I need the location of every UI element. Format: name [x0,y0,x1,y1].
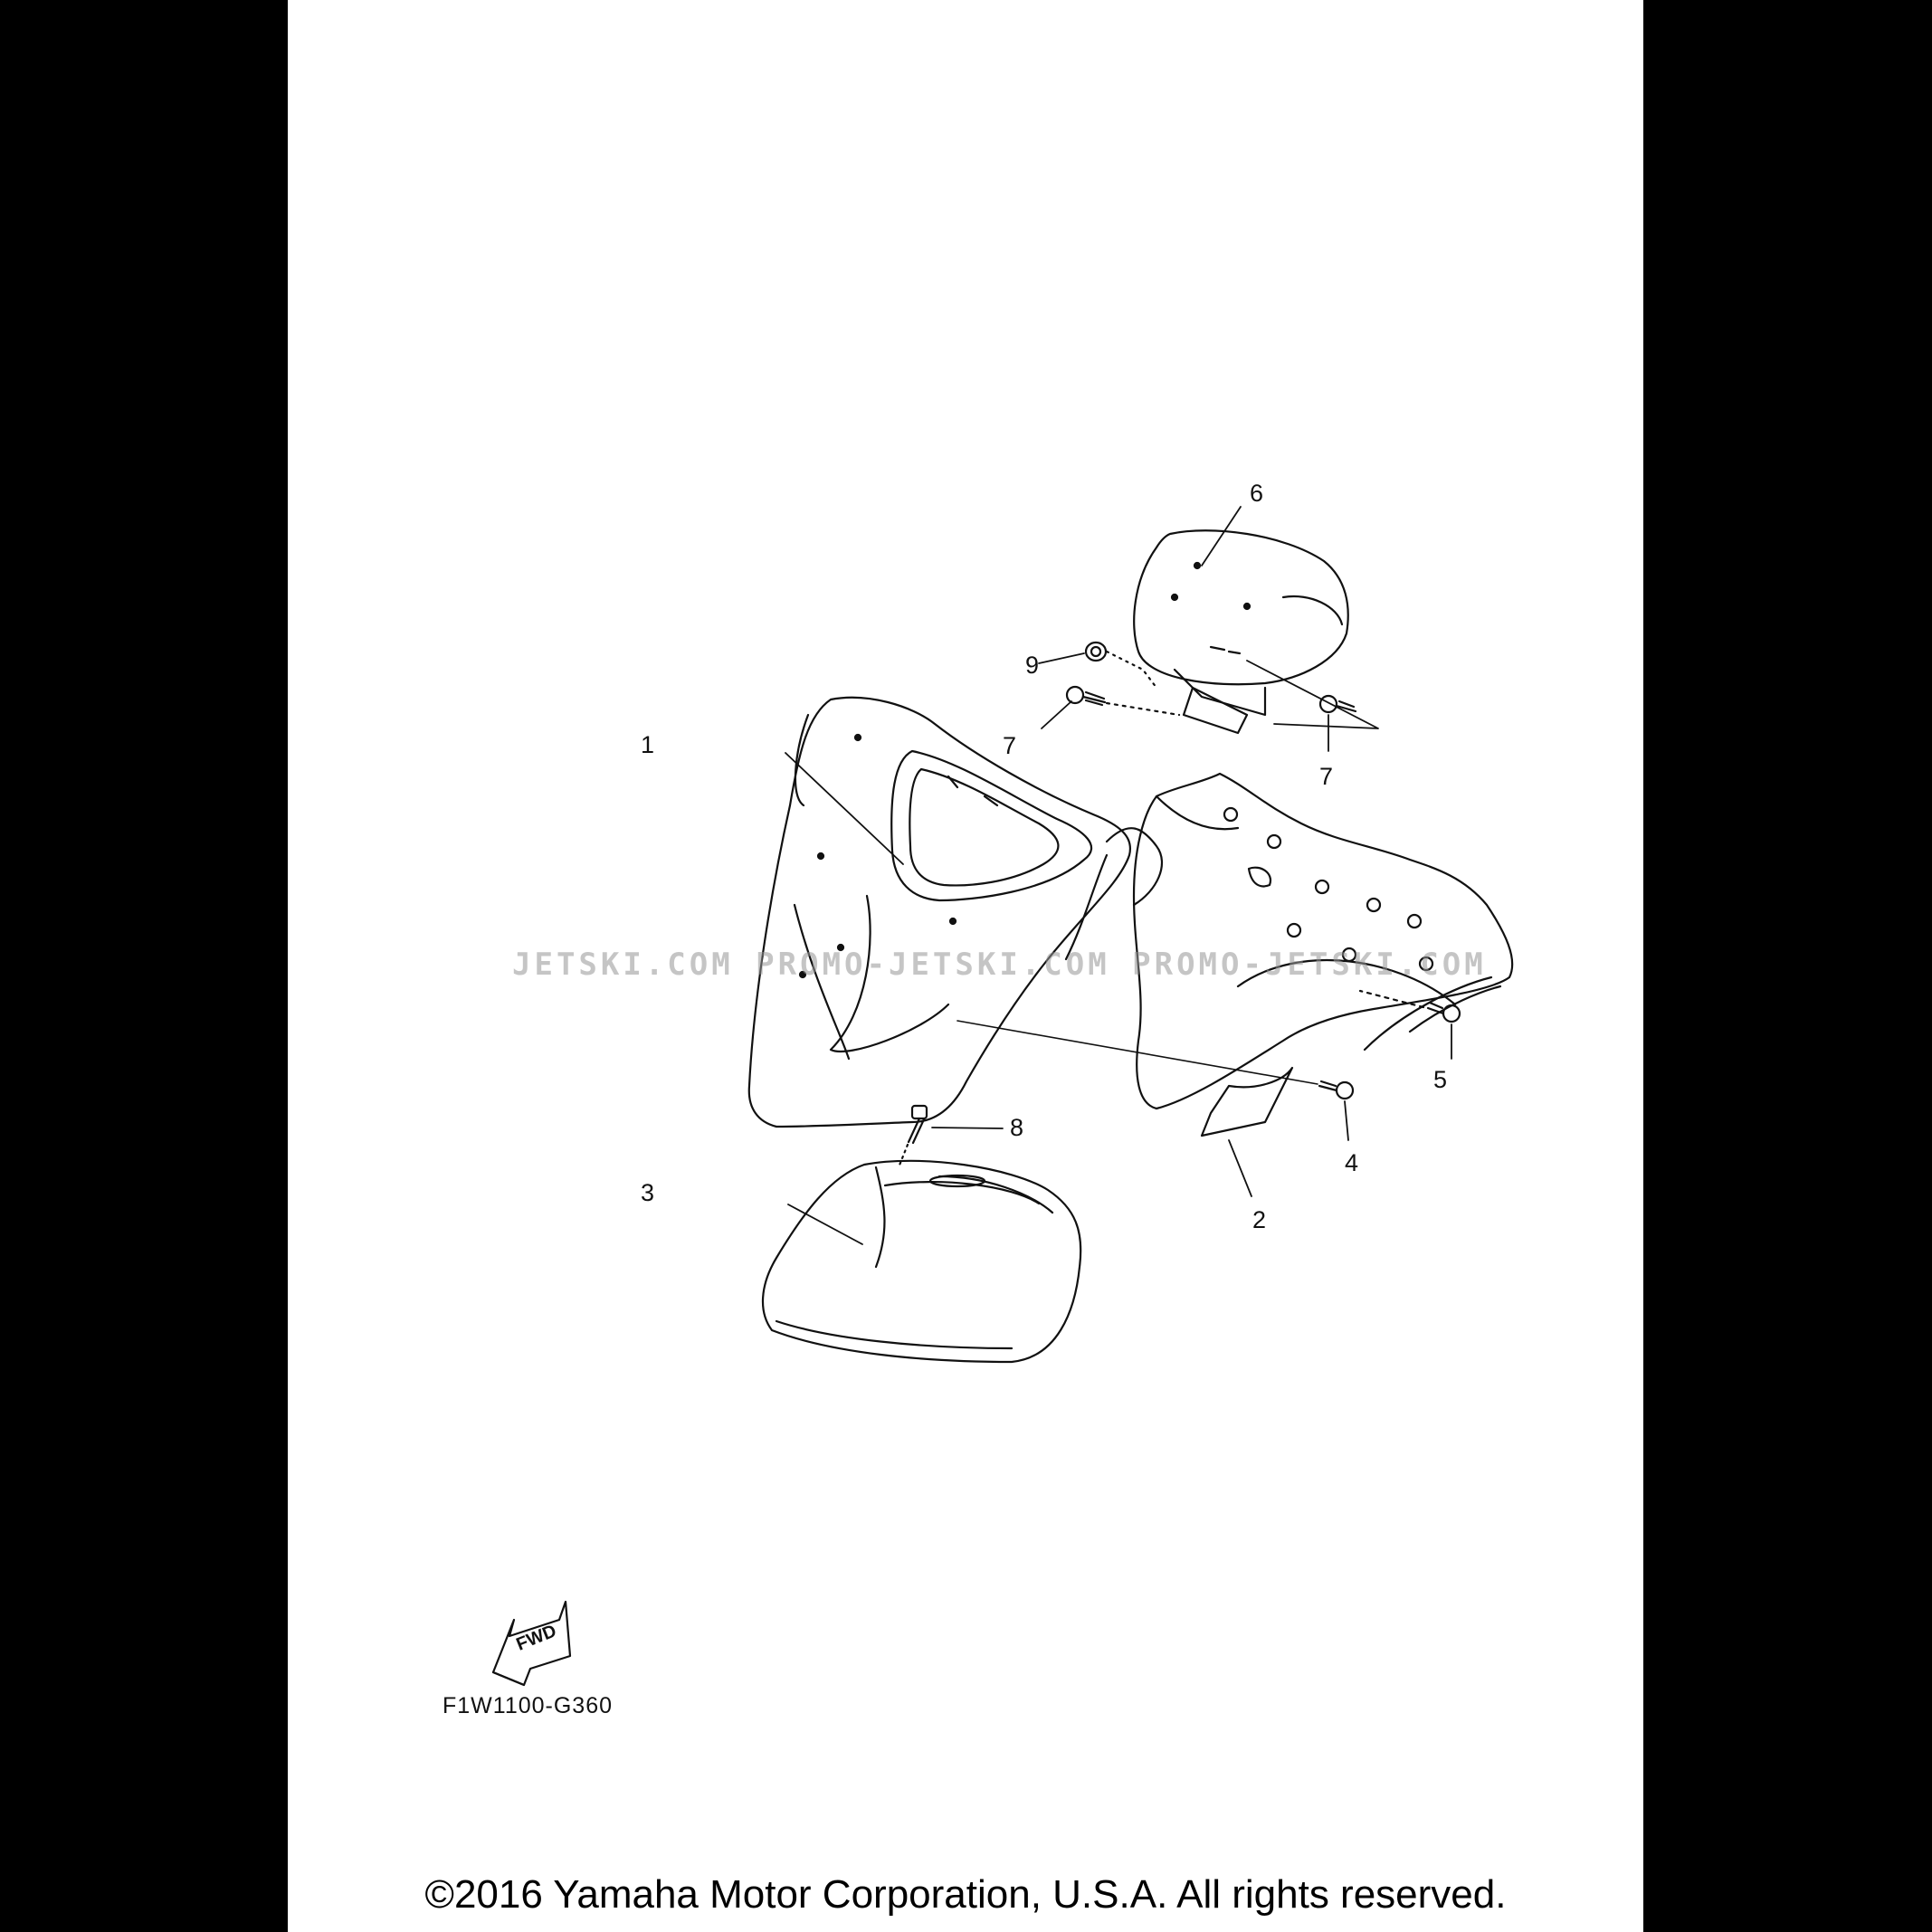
callout-3: 3 [641,1179,655,1206]
callout-6: 6 [1250,480,1264,507]
callout-8: 8 [1010,1114,1024,1141]
reference-code: F1W1100-G360 [443,1693,614,1718]
fastener-4-screw [957,1021,1353,1099]
callout-1: 1 [641,731,655,758]
fastener-9-grommet [1086,642,1156,688]
fastener-7-left-screw [1067,687,1179,715]
callout-4: 4 [1345,1149,1359,1176]
callout-7-left: 7 [1003,732,1017,759]
fastener-7-right-screw [1320,696,1356,712]
parts-diagram-sheet [288,0,1643,1932]
callout-5: 5 [1433,1066,1448,1093]
callout-7-right: 7 [1319,763,1334,790]
fastener-8-bolt [899,1106,927,1167]
callout-9: 9 [1025,652,1040,679]
callout-2: 2 [1252,1206,1267,1233]
part-3-lower-cover [763,1161,1080,1362]
watermark: JETSKI.COM PROMO-JETSKI.COM PROMO-JETSKI.COM [512,947,1487,983]
fwd-label: FWD [513,1621,560,1655]
copyright-notice: ©2016 Yamaha Motor Corporation, U.S.A. All rights reserved. [424,1872,1507,1917]
part-1-front-cowl [749,698,1162,1127]
